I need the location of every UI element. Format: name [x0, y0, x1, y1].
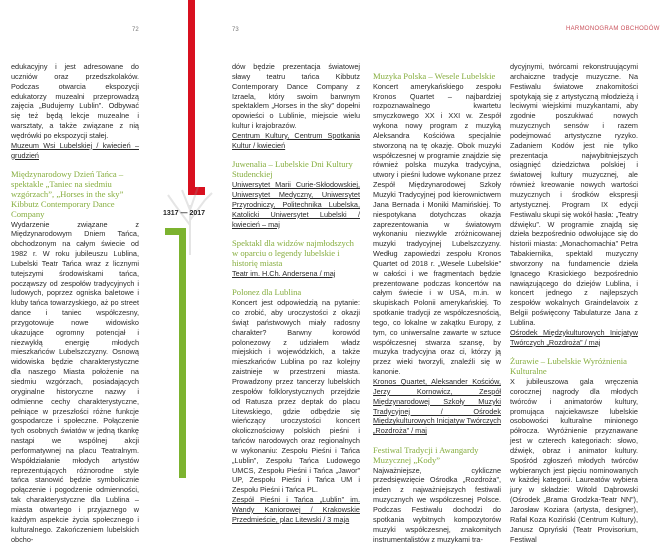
page-number-left: 72	[132, 27, 139, 33]
body-paragraph: dów będzie prezentacja światowej sławy teatru tańca Kibbutz Contemporary Dance Company z Izraela, który swoim barwnym spektaklem „Horses in the sky” dopełni opowieści o Lublinie, miejscie wielu kultur i krajobrazów.	[232, 62, 360, 131]
venue-date-line: Ośrodek Międzykulturowych Inicjatyw Twórczych „Rozdroża” / maj	[510, 328, 638, 348]
venue-date-line: Zespół Pieśni i Tańca „Lublin” im. Wandy Kaniorowej / Krakowskie Przedmieście, plac Litewski / 3 maja	[232, 495, 360, 525]
venue-date-line: Centrum Kultury, Centrum Spotkania Kultur / kwiecień	[232, 131, 360, 151]
body-paragraph: dycyjnymi, twórcami rekonstruującymi archaiczne tradycje muzyczne. Na Festiwalu światowe znakomitości spotykają się z artystyczną młodzieżą i leciwymi wiejskimi muzykantami, aby zgodnie poszukiwać nowych muzycznych sensów i razem podejmować artystyczne ryzyko. Zadaniem Kodów jest nie tylko prezentacja najwybitniejszych osiągnięć dziedzictwa polskiej i światowej kultury muzycznej, ale również kreowanie nowych wartości muzycznych i środków ekspresji artystycznej. Program IX edycji Festiwalu skupi się wokół hasła: „Teatry dźwięku”. W programie znajdą się dzieła bezpośrednio odwołujące się do historii miasta: „Monachomachia” Petra Tabakiernika, spektakl muzyczny stworzony na fundamencie dzieła Ignacego Krasickiego bezpośrednio nawiązującego do dziejów Lublina, i koncert jednego z najlepszych zespołów wokalnych Graindelavoix z Belgii poświęcony Tabulaturze Jana z Lublina.	[510, 62, 638, 328]
section-heading: Juwenalia – Lubelskie Dni Kultury Studenckiej	[232, 160, 360, 180]
section-heading: Polonez dla Lublina	[232, 288, 360, 298]
body-paragraph: edukacyjny i jest adresowane do uczniów oraz przedszkolaków. Podczas otwarcia ekspozycji edukatorzy muzealni przeprowadzą zajęcia „Budujemy Lublin”. Odbywać się też będą lekcje muzealne i warsztaty, a także związane z nią wędrówki po ekspozycji stałej.	[11, 62, 139, 141]
body-paragraph: Koncert amerykańskiego zespołu Kronos Quartet – najbardziej rozpoznawalnego kwartetu smyczkowego XX i XXI w. Zespół wykona nowy program z muzyką Aleksandra Kościówa specjalnie stworzoną na tę okazję. Obok muzyki współczesnej w programie znajdzie się również polska muzyka tradycyjna, utwory i pieśni ludowe wykonane przez Zespół Międzynarodowej Szkoły Muzyki Tradycyjnej pod kierownictwem Jana Bernada i Moniki Mamińskiej. To niespotykana dotychczas okazja zaprezentowania w światowym wykonaniu niezwykle zróżnicowanej muzyki tradycyjnej Lubelszczyzny. Według zapowiedzi zespołu Kronos Quartet od 2018 r. „Wesele Lubelskie” w całości i we fragmentach będzie prezentowane podczas koncertów na całym świecie i w USA, m.in. w skupiskach Polonii amerykańskiej. To spotkanie tradycji ze współczesnością, tego, co lokalne w zakątku Europy, z tym, co uniwersalne zawarte w sztuce współczesnej stwarza szansę, by muzyka tradycyjna oraz ci, którzy ją przez wieki tworzyli, znaleźli się w kanonie.	[373, 82, 501, 377]
page-number-right: 73	[232, 27, 239, 33]
column-2	[232, 62, 360, 525]
body-paragraph: X jubileuszowa gala wręczenia corocznej nagrody dla młodych twórców i animatorów kultury, promująca najciekawsze lubelskie osobowości kulturalne minionego półrocza. Wyróżnienie przyznawane jest w czterech kategoriach: słowo, dźwięk, obraz i animator kultury. Spośród zgłoszeń młodych twórców wybieranych jest pięciu nominowanych w każdej kategorii. Laureatów wybiera jury w składzie: Witold Dąbrowski (Ośrodek „Brama Grodzka-Teatr NN”), Jarosław Koziara (artysta, designer), Rafał Koza Koziński (Centrum Kultury), Janusz Opryński (Teatr Provisorium, Festiwal	[510, 377, 638, 544]
venue-date-line: Kronos Quartet, Aleksander Kościów, Jerzy Kornowicz, Zespół Międzynarodowej Szkoły Muzyki Tradycyjnej / Ośrodek Międzykulturowych Inicjatyw Twórczych „Rozdroża” / maj	[373, 377, 501, 436]
section-heading: Spektakl dla widzów najmłodszych w oparciu o legendy lubelskie i historię miasta	[232, 239, 360, 269]
section-heading: Muzyka Polska – Wesele Lubelskie	[373, 72, 501, 82]
green-bracket-vertical	[179, 228, 186, 478]
section-heading: Żurawie – Lubelskie Wyróżnienia Kulturalne	[510, 357, 638, 377]
column-4	[510, 62, 638, 544]
venue-date-line: Uniwersytet Marii Curie-Skłodowskiej, Uniwersytet Medyczny, Uniwersytet Przyrodniczy, Politechnika Lubelska, Katolicki Uniwersytet Lubelski / kwiecień – maj	[232, 180, 360, 229]
anniversary-years: 1317 — 2017	[163, 210, 205, 217]
red-bracket-vertical	[188, 0, 195, 195]
body-paragraph: Najważniejsze, cykliczne przedsięwzięcie Ośrodka „Rozdroża”, jeden z najważniejszych festiwali muzycznych we współczesnej Polsce. Podczas Festiwalu dochodzi do spotkania wybitnych kompozytorów muzyki współczesnej, znakomitych instrumentalistów z muzykami tra-	[373, 466, 501, 544]
body-paragraph: Koncert jest odpowiedzią na pytanie: co zrobić, aby uroczystości z okazji świąt państwowych miały radosny charakter? Barwny korowód polonezowy z udziałem władz miejskich i wojewódzkich, a także mieszkańców Lublina po raz kolejny zaistnieje w przestrzeni miasta. Prowadzony przez tancerzy lubelskich zespołów folklorystycznych przejdzie od Ratusza przez deptak do placu Litewskiego, gdzie odbędzie się wieńczący uroczystości koncert okolicznościowy polskich pieśni i tańców narodowych oraz regionalnych w wykonaniu: Zespołu Pieśni i Tańca „Lublin”, Zespołu Tańca Ludowego UMCS, Zespołu Pieśni i Tańca „Jawor” UP, Zespołu Pieśni i Tańca UM i Zespołu Pieśni i Tańca PL.	[232, 298, 360, 495]
venue-date-line: Muzeum Wsi Lubelskiej / kwiecień – grudzień	[11, 141, 139, 161]
column-1	[11, 62, 139, 544]
section-heading: Festiwal Tradycji i Awangardy Muzycznej „Kody”	[373, 446, 501, 466]
column-3	[373, 62, 501, 544]
running-head: HARMONOGRAM OBCHODÓW	[566, 26, 660, 32]
venue-date-line: Teatr im. H.Ch. Andersena / maj	[232, 269, 360, 279]
section-heading: Międzynarodowy Dzień Tańca – spektakle „Taniec na siedmiu wzgórzach”, „Horses in the sky” Kibbutz Contemporary Dance Company	[11, 170, 139, 219]
body-paragraph: Wydarzenie związane z Międzynarodowym Dniem Tańca, obchodzonym na całym świecie od 1982 r. W roku jubileuszu Lublina, Lubelski Teatr Tańca wraz z licznymi tutejszymi środowiskami tańca, począwszy od zespołów tradycyjnych i ludowych, poprzez ogniska baletowe i kluby tańca towarzyskiego, aż po street dance i taniec współczesny, przygotowuje nowe widowisko ukazujące ogromny potencjał i niezwykłą energię młodych mieszkańców Lubelszczyzny. Osnową widowiska będzie charakterystyczne dla naszego Miasta położenie na siedmiu wzgórzach, posiadających oryginalne historyczne nazwy i odmienne cechy charakterystyczne, pełniące w przeszłości różne funkcje gospodarcze i społeczne. Połączenie tych osobnych światów w jedną tkankę nastąpi we wspólnej akcji performatywnej na placu Teatralnym. Współdziałanie młodych artystów reprezentujących różnorodne style tańca stanowić będzie symbolicznie połączenie i pogodzenie odmienności, tak charakterystyczne dla Lublina – miasta otwartego i przyjaznego w każdym aspekcie życia społecznego i kulturalnego. Zakończeniem lubelskich obcho-	[11, 220, 139, 544]
